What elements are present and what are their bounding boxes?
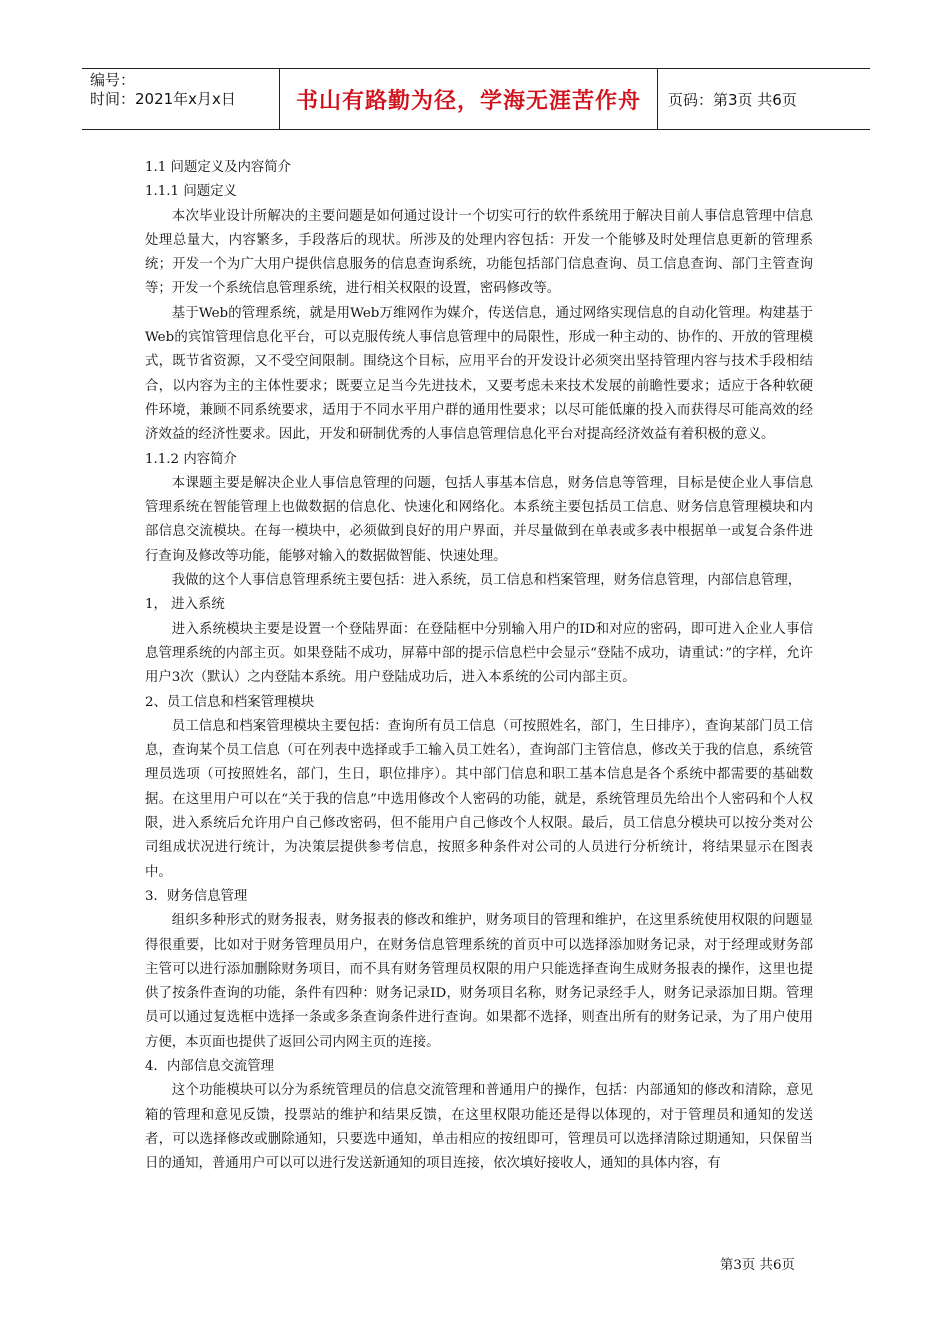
paragraph: 组织多种形式的财务报表，财务报表的修改和维护，财务项目的管理和维护，在这里系统使用权限的问题显得很重要，比如对于财务管理员用户，在财务信息管理系统的首页中可以选择添加财务记录，对于经理或财务部主管可以进行添加删除财务项目，而不具有财务管理员权限的用户只能选择查询生成财务报表的操作，这里也提供了按条件查询的功能，条件有四种：财务记录ID，财务项目名称，财务记录经手人，财务记录添加日期。管理员可以通过复选框中选择一条或多条查询条件进行查询。如果都不选择，则查出所有的财务记录，为了用户使用方便，本页面也提供了返回公司内网主页的连接。 — [145, 913, 813, 1050]
paragraph: 进入系统模块主要是设置一个登陆界面：在登陆框中分别输入用户的ID和对应的密码，即可进入企业人事信息管理系统的内部主页。如果登陆不成功，屏幕中部的提示信息栏中会显示“登陆不成功，请重试：”的字样，允许用户3次（默认）之内登陆本系统。用户登陆成功后，进入本系统的公司内部主页。 — [145, 621, 813, 686]
header-motto: 书山有路勤为径，学海无涯苦作舟 — [280, 69, 658, 129]
module-heading: 1， 进入系统 — [145, 597, 225, 613]
subsection-heading: 1.1.1 问题定义 — [145, 184, 237, 200]
time-label: 时间：2021年x月x日 — [90, 90, 236, 108]
page-header — [82, 68, 870, 130]
number-label: 编号： — [90, 71, 136, 89]
paragraph: 员工信息和档案管理模块主要包括：查询所有员工信息（可按照姓名，部门，生日排序），查询某部门员工信息，查询某个员工信息（可在列表中选择或手工输入员工姓名），查询部门主管信息，修改关于我的信息，系统管理员选项（可按照姓名，部门，生日，职位排序）。其中部门信息和职工基本信息是各个系统中都需要的基础数据。在这里用户可以在“关于我的信息”中选用修改个人密码的功能，就是，系统管理员先给出个人密码和个人权限，进入系统后允许用户自己修改密码，但不能用户自己修改个人权限。最后，员工信息分模块可以按分类对公司组成状况进行统计，为决策层提供参考信息，按照多种条件对公司的人员进行分析统计，将结果显示在图表中。 — [145, 718, 813, 880]
paragraph: 这个功能模块可以分为系统管理员的信息交流管理和普通用户的操作，包括：内部通知的修改和清除，意见箱的管理和意见反馈，投票站的维护和结果反馈，在这里权限功能还是得以体现的，对于管理员和通知的发送者，可以选择修改或删除通知，只要选中通知，单击相应的按纽即可，管理员可以选择清除过期通知，只保留当日的通知，普通用户可以可以进行发送新通知的项目连接，依次填好接收人，通知的具体内容，有 — [145, 1083, 813, 1172]
subsection-heading: 1.1.2 内容简介 — [145, 451, 237, 467]
paragraph: 我做的这个人事信息管理系统主要包括：进入系统，员工信息和档案管理，财务信息管理，内部信息管理， — [171, 573, 802, 589]
paragraph: 本课题主要是解决企业人事信息管理的问题，包括人事基本信息，财务信息等管理，目标是使企业人事信息管理系统在智能管理上也做数据的信息化、快速化和网络化。本系统主要包括员工信息、财务信息管理模块和内部信息交流模块。在每一模块中，必须做到良好的用户界面，并尽量做到在单表或多表中根据单一或复合条件进行查询及修改等功能，能够对输入的数据做智能、快速处理。 — [145, 475, 813, 564]
document-body — [145, 156, 813, 1176]
module-heading: 4．内部信息交流管理 — [145, 1058, 275, 1074]
module-heading: 3．财务信息管理 — [145, 888, 248, 904]
paragraph: 基于Web的管理系统，就是用Web万维网作为媒介，传送信息，通过网络实现信息的自动化管理。构建基于Web的宾馆管理信息化平台，可以克服传统人事信息管理中的局限性，形成一种主动的、协作的、开放的管理模式，既节省资源，又不受空间限制。围绕这个目标，应用平台的开发设计必须突出坚持管理内容与技术手段相结合，以内容为主的主体性要求；既要立足当今先进技术，又要考虑未来技术发展的前瞻性要求；适应于各种软硬件环境，兼顾不同系统要求，适用于不同水平用户群的通用性要求；以尽可能低廉的投入而获得尽可能高效的经济效益的经济性要求。因此，开发和研制优秀的人事信息管理信息化平台对提高经济效益有着积极的意义。 — [145, 305, 813, 443]
page-footer: 第3页 共6页 — [720, 1258, 795, 1273]
header-page-label: 页码：第3页 共6页 — [668, 90, 797, 109]
header-meta — [82, 69, 280, 129]
module-heading: 2、员工信息和档案管理模块 — [145, 694, 315, 710]
section-heading: 1.1 问题定义及内容简介 — [145, 160, 292, 175]
paragraph: 本次毕业设计所解决的主要问题是如何通过设计一个切实可行的软件系统用于解决目前人事信息管理中信息处理总量大，内容繁多，手段落后的现状。所涉及的处理内容包括：开发一个能够及时处理信息更新的管理系统；开发一个为广大用户提供信息服务的信息查询系统，功能包括部门信息查询、员工信息查询、部门主管查询等；开发一个系统信息管理系统，进行相关权限的设置，密码修改等。 — [145, 208, 813, 297]
